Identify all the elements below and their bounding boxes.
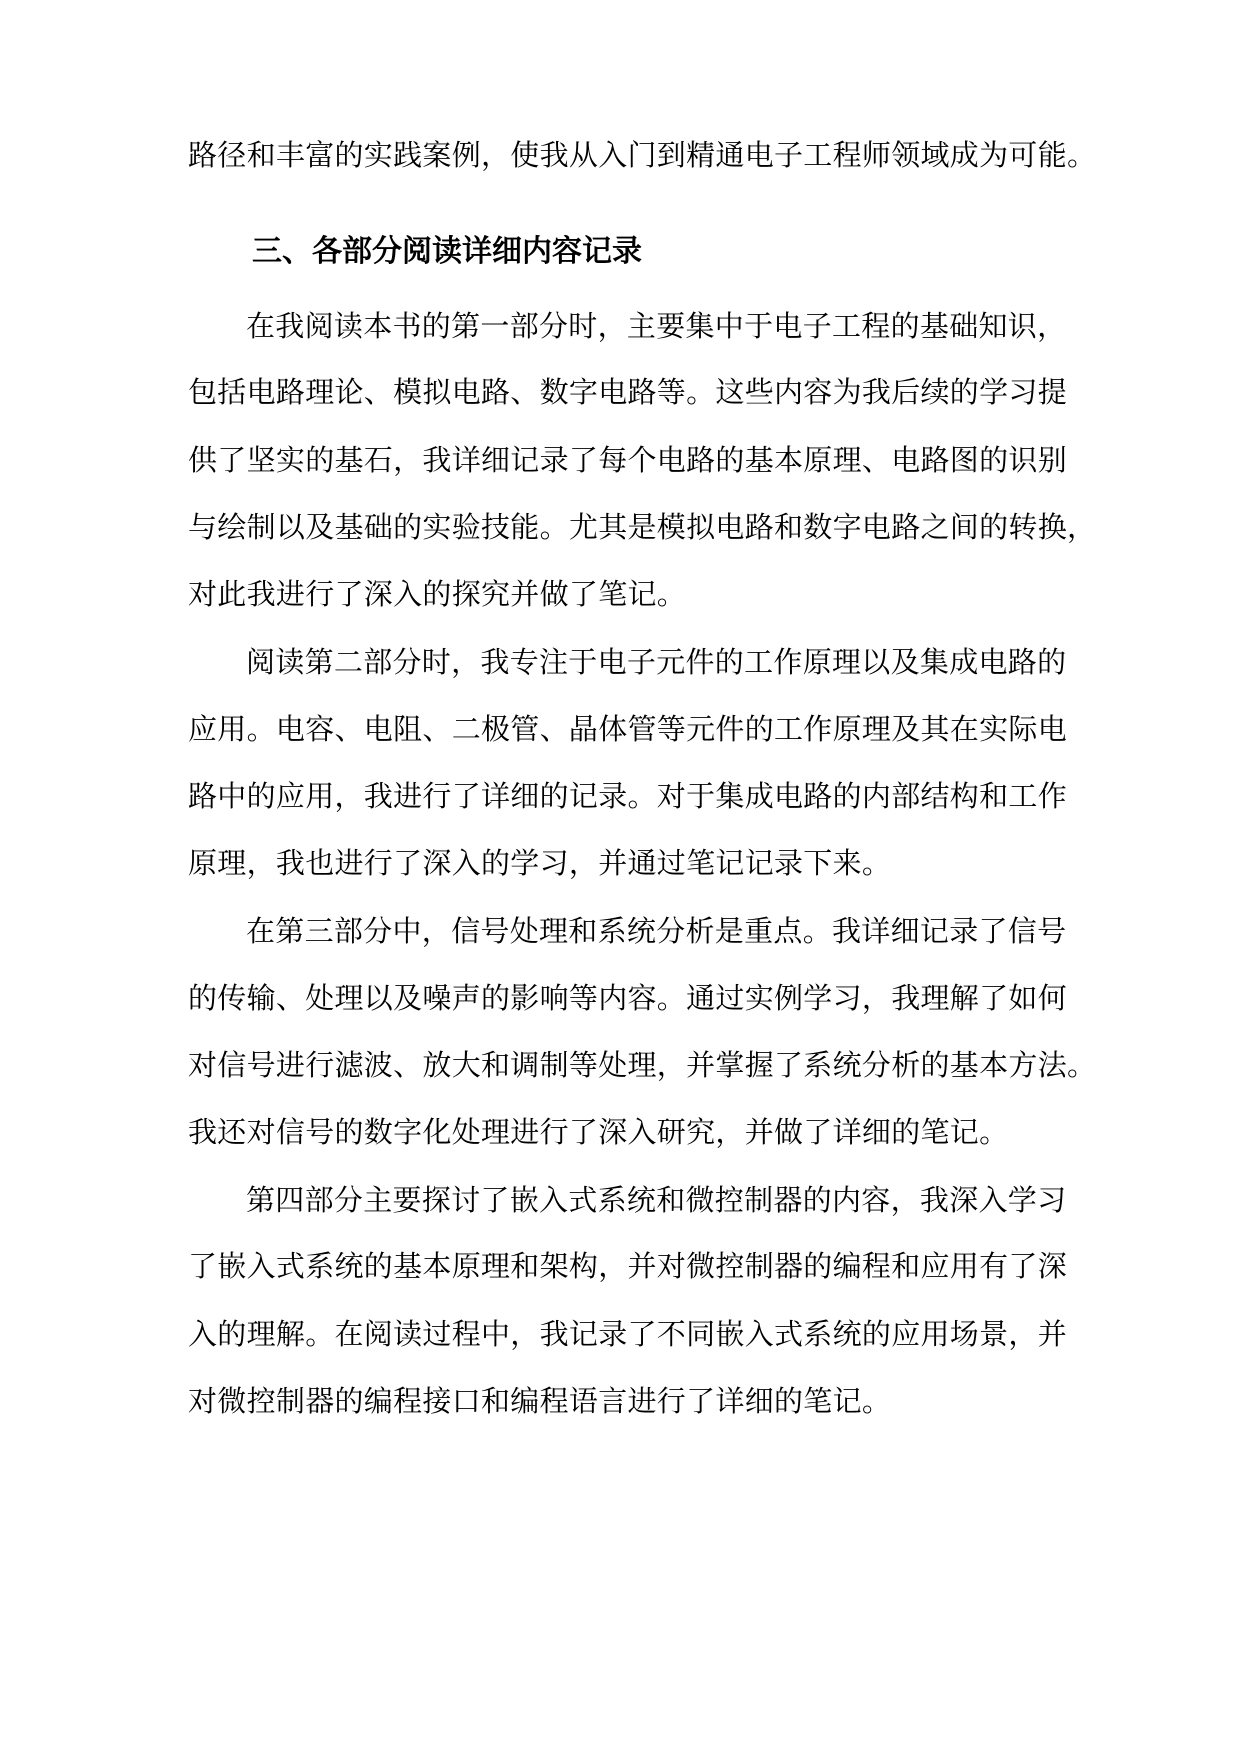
paragraph-1-line-2: 包括电路理论、模拟电路、数字电路等。这些内容为我后续的学习提	[188, 375, 1068, 409]
paragraph-2-line-3: 路中的应用，我进行了详细的记录。对于集成电路的内部结构和工作	[188, 779, 1068, 813]
intro-tail-line: 路径和丰富的实践案例，使我从入门到精通电子工程师领域成为可能。	[188, 138, 1097, 172]
paragraph-3-line-4: 我还对信号的数字化处理进行了深入研究，并做了详细的笔记。	[188, 1115, 1009, 1149]
paragraph-3-line-2: 的传输、处理以及噪声的影响等内容。通过实例学习，我理解了如何	[188, 981, 1068, 1015]
paragraph-2-line-4: 原理，我也进行了深入的学习，并通过笔记记录下来。	[188, 846, 892, 880]
section-heading: 三、各部分阅读详细内容记录	[252, 234, 642, 269]
paragraph-1-line-3: 供了坚实的基石，我详细记录了每个电路的基本原理、电路图的识别	[188, 443, 1068, 477]
paragraph-1-line-1: 在我阅读本书的第一部分时，主要集中于电子工程的基础知识，	[246, 309, 1067, 343]
paragraph-4-line-4: 对微控制器的编程接口和编程语言进行了详细的笔记。	[188, 1384, 892, 1418]
paragraph-3-line-1: 在第三部分中，信号处理和系统分析是重点。我详细记录了信号	[246, 914, 1067, 948]
paragraph-1-line-4: 与绘制以及基础的实验技能。尤其是模拟电路和数字电路之间的转换，	[188, 510, 1097, 544]
paragraph-2-line-1: 阅读第二部分时，我专注于电子元件的工作原理以及集成电路的	[246, 645, 1067, 679]
paragraph-3-line-3: 对信号进行滤波、放大和调制等处理，并掌握了系统分析的基本方法。	[188, 1048, 1097, 1082]
paragraph-4-line-1: 第四部分主要探讨了嵌入式系统和微控制器的内容，我深入学习	[246, 1183, 1067, 1217]
paragraph-2-line-2: 应用。电容、电阻、二极管、晶体管等元件的工作原理及其在实际电	[188, 712, 1068, 746]
paragraph-4-line-3: 入的理解。在阅读过程中，我记录了不同嵌入式系统的应用场景，并	[188, 1317, 1068, 1351]
paragraph-1-line-5: 对此我进行了深入的探究并做了笔记。	[188, 577, 687, 611]
paragraph-4-line-2: 了嵌入式系统的基本原理和架构，并对微控制器的编程和应用有了深	[188, 1249, 1068, 1283]
